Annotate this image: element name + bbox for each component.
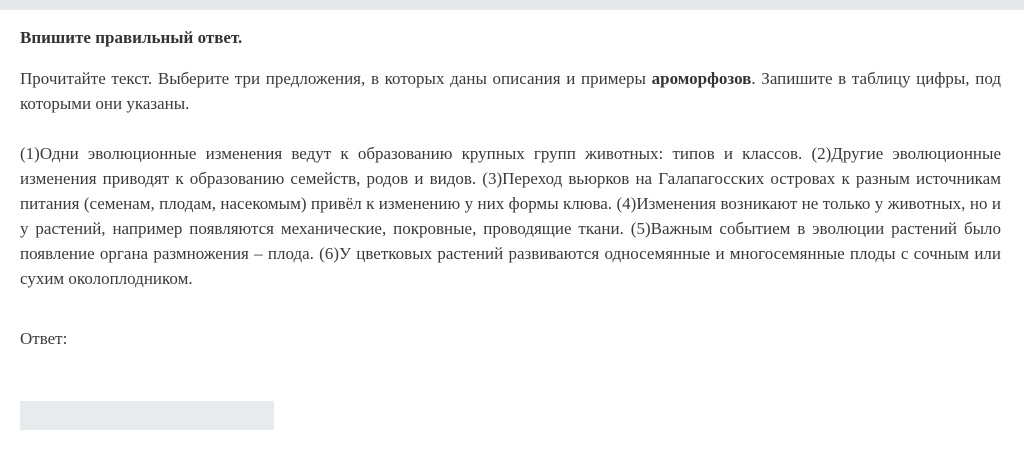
task-text-after: . Запишите в таблицу цифры, под которыми они указаны. [20,69,1002,113]
top-strip [0,0,1024,10]
answer-label: Ответ: [20,329,68,348]
passage-text: (1)Одни эволюционные изменения ведут к образованию крупных групп животных: типов и классов. (2)Другие эволюционные изменения приводят к образованию семейств, родов и видов. (3)Переход вьюрков на Галапагосских островах к разным источникам питания (семенам, плодам, насекомым) привёл к изменению у них формы клюва. (4)Изменения возникают не только у животных, но и у растений, например появляются механические, покровные, проводящие ткани. (5)Важным событием в эволюции растений было появление органа размножения – плода. (6)У цветковых растений развиваются односемянные и многосемянные плоды с сочным или сухим околоплодником. [20,144,1001,288]
task-text-before: Прочитайте текст. Выберите три предложения, в которых даны описания и примеры [20,69,652,88]
task-description [20,66,1001,116]
task-keyword: ароморфозов [651,69,752,88]
task-instruction: Впишите правильный ответ. [20,28,243,47]
answer-input[interactable] [20,401,274,430]
